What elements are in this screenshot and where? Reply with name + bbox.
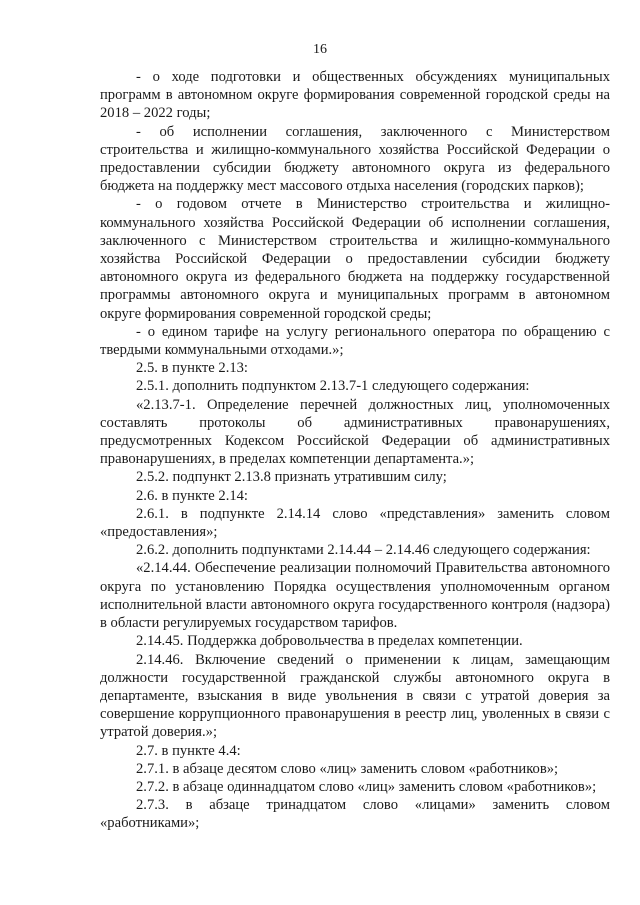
page-number: 16: [313, 42, 327, 57]
paragraph-13: 2.14.45. Поддержка добровольчества в пределах компетенции.: [136, 633, 523, 650]
paragraph-8: 2.5.2. подпункт 2.13.8 признать утратившим силу;: [136, 469, 447, 486]
paragraph-2: - об исполнении соглашения, заключенного с Министерством строительства и жилищно-коммунального хозяйства Российской Федерации о предоставлении субсидии бюджету автономного округа из федерального бюджета на поддержку мест массового отдыха населения (городских парков);: [100, 123, 610, 195]
document-body: [100, 68, 610, 833]
paragraph-1: - о ходе подготовки и общественных обсуждениях муниципальных программ в автономном округе формирования современной городской среды на 2018 – 2022 годы;: [100, 69, 610, 122]
paragraph-9: 2.6. в пункте 2.14:: [136, 487, 248, 504]
paragraph-3: - о годовом отчете в Министерство строительства и жилищно-коммунального хозяйства Российской Федерации об исполнении соглашения, заключенного с Министерством строительства и жилищно-коммунального хозяйства Российской Федерации о предоставлении субсидии бюджету автономного округа из федерального бюджета на поддержку государственной программы автономного округа и муниципальных программ в автономном округе формирования современной городской среды;: [100, 196, 610, 322]
paragraph-7: «2.13.7-1. Определение перечней должностных лиц, уполномоченных составлять протоколы об административных правонарушениях, предусмотренных Кодексом Российской Федерации об административных правонарушениях, в пределах компетенции департамента.»;: [100, 396, 610, 468]
paragraph-15: 2.7. в пункте 4.4:: [136, 742, 241, 759]
paragraph-12: «2.14.44. Обеспечение реализации полномочий Правительства автономного округа по установлению Порядка осуществления уполномоченным органом исполнительной власти автономного округа государственного контроля (надзора) в области регулируемых государством тарифов.: [100, 560, 610, 632]
paragraph-16: 2.7.1. в абзаце десятом слово «лиц» заменить словом «работников»;: [136, 760, 559, 777]
paragraph-11: 2.6.2. дополнить подпунктами 2.14.44 – 2.14.46 следующего содержания:: [136, 542, 591, 559]
paragraph-14: 2.14.46. Включение сведений о применении к лицам, замещающим должности государственной гражданской службы автономного округа в департаменте, взыскания в виде увольнения в связи с утратой доверия за совершение коррупционного правонарушения в реестр лиц, уволенных в связи с утратой доверия.»;: [100, 651, 610, 741]
paragraph-18: 2.7.3. в абзаце тринадцатом слово «лицами» заменить словом «работниками»;: [100, 797, 610, 832]
paragraph-6: 2.5.1. дополнить подпунктом 2.13.7-1 следующего содержания:: [136, 378, 530, 395]
paragraph-5: 2.5. в пункте 2.13:: [136, 360, 248, 377]
paragraph-10: 2.6.1. в подпункте 2.14.14 слово «представления» заменить словом «предоставления»;: [100, 505, 610, 541]
paragraph-17: 2.7.2. в абзаце одиннадцатом слово «лиц» заменить словом «работников»;: [136, 778, 597, 795]
paragraph-4: - о едином тарифе на услугу регионального оператора по обращению с твердыми коммунальными отходами.»;: [100, 323, 610, 359]
